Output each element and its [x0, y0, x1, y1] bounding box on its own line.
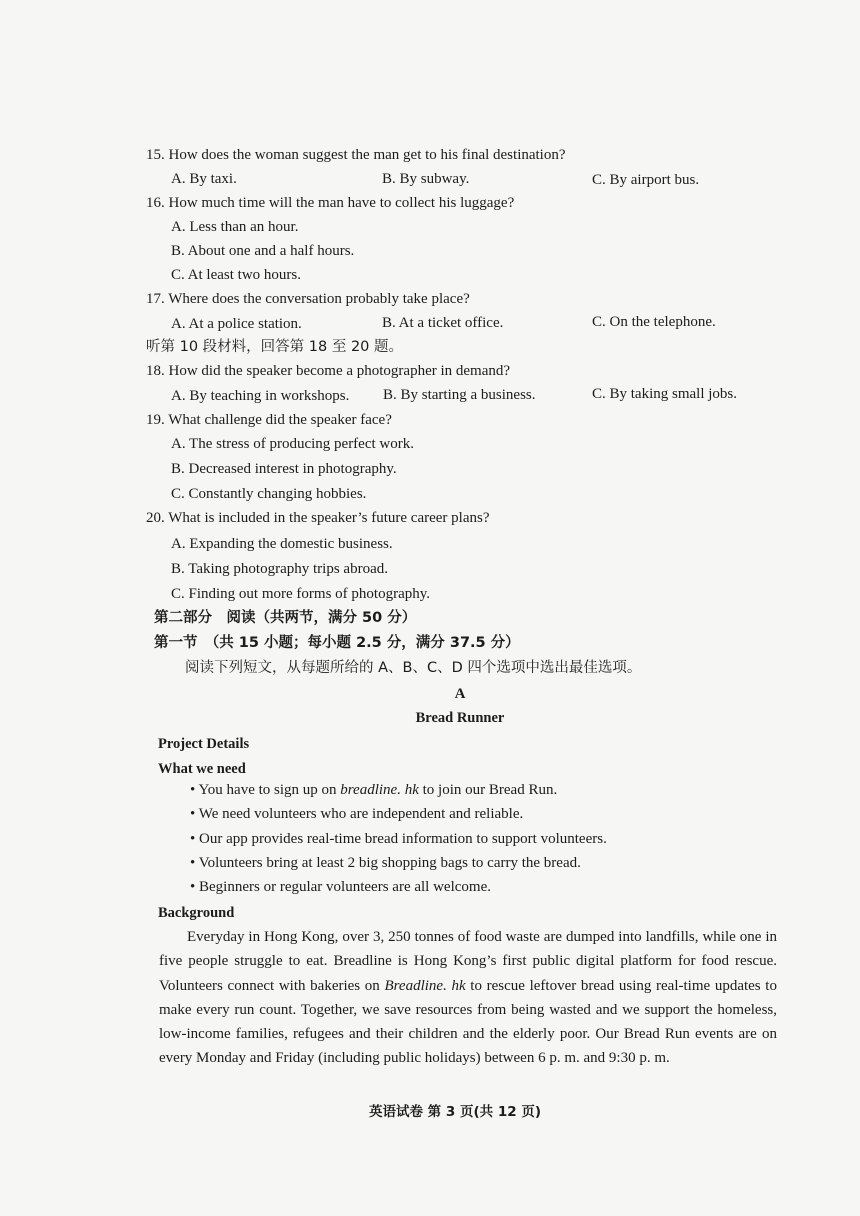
q20-option-a: A. Expanding the domestic business. — [171, 536, 393, 552]
passage-title: Bread Runner — [415, 710, 505, 726]
q15-option-b: B. By subway. — [382, 171, 470, 187]
question-19: 19. What challenge did the speaker face? — [146, 412, 392, 428]
bullet-item: • We need volunteers who are independent and reliable. — [190, 806, 524, 822]
passage-letter: A — [454, 686, 466, 702]
question-15: 15. How does the woman suggest the man get to his final destination? — [146, 147, 566, 163]
q16-option-b: B. About one and a half hours. — [171, 243, 355, 259]
reading-instruction: 阅读下列短文，从每题所给的 A、B、C、D 四个选项中选出最佳选项。 — [185, 660, 642, 676]
q18-option-b: B. By starting a business. — [383, 387, 536, 403]
q15-option-a: A. By taxi. — [171, 171, 237, 187]
q15-option-c: C. By airport bus. — [592, 172, 700, 188]
bullet-item: • Volunteers bring at least 2 big shopping bags to carry the bread. — [190, 855, 581, 871]
what-we-need-heading: What we need — [158, 761, 246, 777]
q20-option-b: B. Taking photography trips abroad. — [171, 561, 388, 577]
question-17: 17. Where does the conversation probably take place? — [146, 291, 470, 307]
q19-option-a: A. The stress of producing perfect work. — [171, 436, 414, 452]
part-two-title: 第二部分 阅读（共两节，满分 50 分） — [154, 610, 417, 626]
q19-option-b: B. Decreased interest in photography. — [171, 461, 397, 477]
q18-option-a: A. By teaching in workshops. — [171, 388, 350, 404]
bullet-item: • You have to sign up on breadline. hk to join our Bread Run. — [190, 782, 558, 798]
question-20: 20. What is included in the speaker’s future career plans? — [146, 510, 490, 526]
background-paragraph: Everyday in Hong Kong, over 3, 250 tonnes of food waste are dumped into landfills, while one in five people struggle to eat. Breadline is Hong Kong’s first public digital platform for food rescue. Volunteers connect with bakeries on Breadline. hk to rescue leftover bread using real-time updates to make every run count. Together, we save resources from being wasted and we support the homeless, low-income families, refugees and their children and the elderly poor. Our Bread Run events are on every Monday and Friday (including public holidays) between 6 p. m. and 9:30 p. m. — [159, 929, 777, 1067]
q17-option-a: A. At a police station. — [171, 316, 302, 332]
question-16: 16. How much time will the man have to collect his luggage? — [146, 195, 515, 211]
q16-option-a: A. Less than an hour. — [171, 219, 299, 235]
q17-option-b: B. At a ticket office. — [382, 315, 504, 331]
section-10-instruction: 听第 10 段材料，回答第 18 至 20 题。 — [146, 339, 404, 355]
q17-option-c: C. On the telephone. — [592, 314, 716, 330]
q20-option-c: C. Finding out more forms of photography. — [171, 586, 431, 602]
background-heading: Background — [158, 905, 235, 921]
question-18: 18. How did the speaker become a photographer in demand? — [146, 363, 511, 379]
bullet-item: • Beginners or regular volunteers are all welcome. — [190, 879, 491, 895]
section-one-title: 第一节 （共 15 小题；每小题 2.5 分，满分 37.5 分） — [154, 635, 520, 651]
q16-option-c: C. At least two hours. — [171, 267, 301, 283]
project-details-heading: Project Details — [158, 736, 250, 752]
page-footer: 英语试卷 第 3 页(共 12 页) — [368, 1104, 542, 1120]
q18-option-c: C. By taking small jobs. — [592, 386, 738, 402]
bullet-item: • Our app provides real-time bread information to support volunteers. — [190, 831, 607, 847]
q19-option-c: C. Constantly changing hobbies. — [171, 486, 367, 502]
